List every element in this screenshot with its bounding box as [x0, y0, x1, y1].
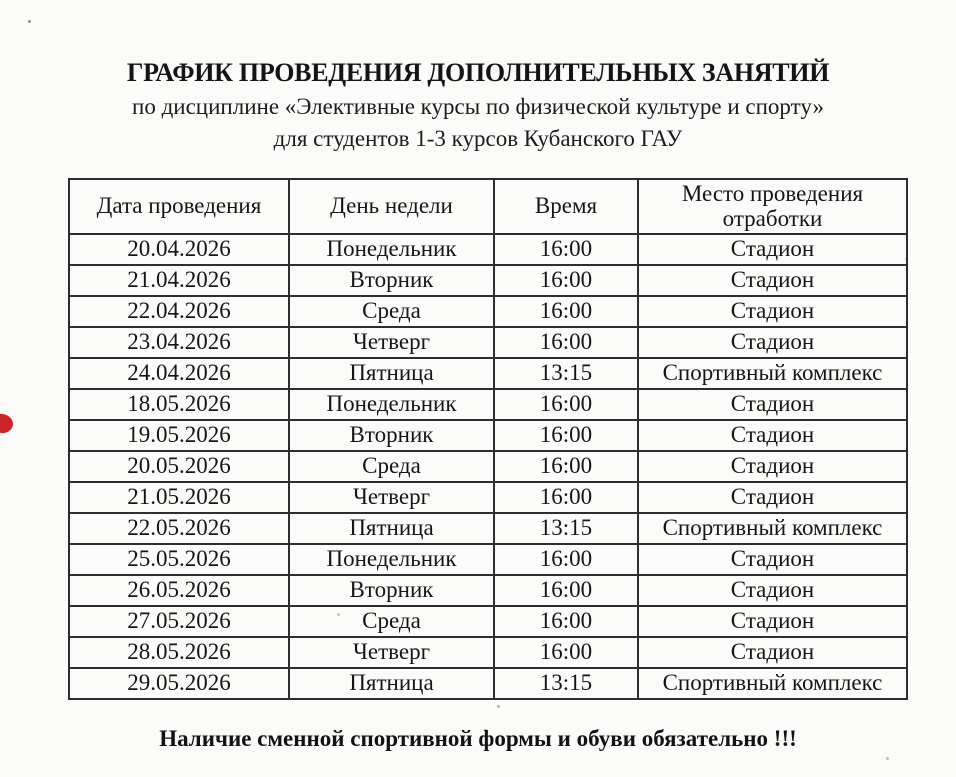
table-cell: 16:00 [494, 327, 638, 358]
table-cell: Четверг [289, 482, 494, 513]
table-cell: Четверг [289, 327, 494, 358]
table-cell: Стадион [638, 451, 907, 482]
table-cell: Стадион [638, 606, 907, 637]
table-cell: Стадион [638, 296, 907, 327]
table-cell: 18.05.2026 [69, 389, 289, 420]
table-cell: Стадион [638, 544, 907, 575]
scan-speck [497, 705, 500, 708]
table-row [69, 420, 907, 451]
scan-speck [337, 613, 340, 616]
table-cell: Пятница [289, 513, 494, 544]
table-row [69, 575, 907, 606]
table-cell: 16:00 [494, 637, 638, 668]
table-cell: 16:00 [494, 296, 638, 327]
table-header-row [69, 179, 907, 234]
table-cell: 13:15 [494, 513, 638, 544]
table-cell: 26.05.2026 [69, 575, 289, 606]
scan-speck [886, 757, 889, 760]
table-cell: Пятница [289, 358, 494, 389]
table-cell: 21.05.2026 [69, 482, 289, 513]
table-cell: Стадион [638, 637, 907, 668]
table-cell: 22.05.2026 [69, 513, 289, 544]
table-cell: 16:00 [494, 265, 638, 296]
column-header: Время [494, 179, 638, 234]
schedule-table [68, 178, 908, 700]
table-cell: 16:00 [494, 234, 638, 265]
column-header: Дата проведения [69, 179, 289, 234]
table-cell: Спортивный комплекс [638, 513, 907, 544]
column-header: Место проведения отработки [638, 179, 907, 234]
table-row [69, 637, 907, 668]
table-row [69, 513, 907, 544]
table-row [69, 482, 907, 513]
table-cell: 23.04.2026 [69, 327, 289, 358]
table-cell: 19.05.2026 [69, 420, 289, 451]
red-paint-mark [0, 412, 15, 435]
table-cell: 16:00 [494, 389, 638, 420]
table-cell: 20.04.2026 [69, 234, 289, 265]
table-cell: Стадион [638, 482, 907, 513]
table-cell: 16:00 [494, 544, 638, 575]
table-row [69, 668, 907, 699]
table-cell: Вторник [289, 575, 494, 606]
document-subtitle-audience: для студентов 1-3 курсов Кубанского ГАУ [273, 126, 683, 151]
table-cell: 21.04.2026 [69, 265, 289, 296]
document-subtitle-discipline: по дисциплине «Элективные курсы по физической культуре и спорту» [132, 94, 824, 119]
table-cell: 28.05.2026 [69, 637, 289, 668]
scan-speck [905, 258, 907, 260]
table-cell: 25.05.2026 [69, 544, 289, 575]
table-cell: 13:15 [494, 358, 638, 389]
table-cell: 20.05.2026 [69, 451, 289, 482]
table-cell: 29.05.2026 [69, 668, 289, 699]
table-cell: Понедельник [289, 234, 494, 265]
table-cell: Среда [289, 451, 494, 482]
table-cell: 16:00 [494, 575, 638, 606]
document-title: ГРАФИК ПРОВЕДЕНИЯ ДОПОЛНИТЕЛЬНЫХ ЗАНЯТИЙ [126, 58, 830, 87]
table-cell: Спортивный комплекс [638, 358, 907, 389]
table-cell: 22.04.2026 [69, 296, 289, 327]
table-row [69, 606, 907, 637]
table-cell: Стадион [638, 420, 907, 451]
table-cell: 16:00 [494, 420, 638, 451]
table-row [69, 327, 907, 358]
table-row [69, 265, 907, 296]
table-cell: Четверг [289, 637, 494, 668]
table-cell: Стадион [638, 327, 907, 358]
table-cell: 16:00 [494, 451, 638, 482]
table-row [69, 389, 907, 420]
footer-note: Наличие сменной спортивной формы и обуви обязательно !!! [159, 726, 797, 751]
table-cell: 16:00 [494, 482, 638, 513]
table-cell: 16:00 [494, 606, 638, 637]
table-cell: Понедельник [289, 389, 494, 420]
column-header: День недели [289, 179, 494, 234]
table-cell: 27.05.2026 [69, 606, 289, 637]
table-cell: 24.04.2026 [69, 358, 289, 389]
table-cell: Среда [289, 296, 494, 327]
table-row [69, 296, 907, 327]
table-cell: Спортивный комплекс [638, 668, 907, 699]
scan-speck [28, 20, 31, 23]
table-cell: 13:15 [494, 668, 638, 699]
table-cell: Стадион [638, 575, 907, 606]
table-cell: Среда [289, 606, 494, 637]
table-row [69, 234, 907, 265]
table-row [69, 451, 907, 482]
table-cell: Стадион [638, 234, 907, 265]
table-cell: Понедельник [289, 544, 494, 575]
table-row [69, 544, 907, 575]
table-cell: Пятница [289, 668, 494, 699]
table-cell: Вторник [289, 420, 494, 451]
table-row [69, 358, 907, 389]
table-cell: Стадион [638, 389, 907, 420]
table-cell: Стадион [638, 265, 907, 296]
table-cell: Вторник [289, 265, 494, 296]
